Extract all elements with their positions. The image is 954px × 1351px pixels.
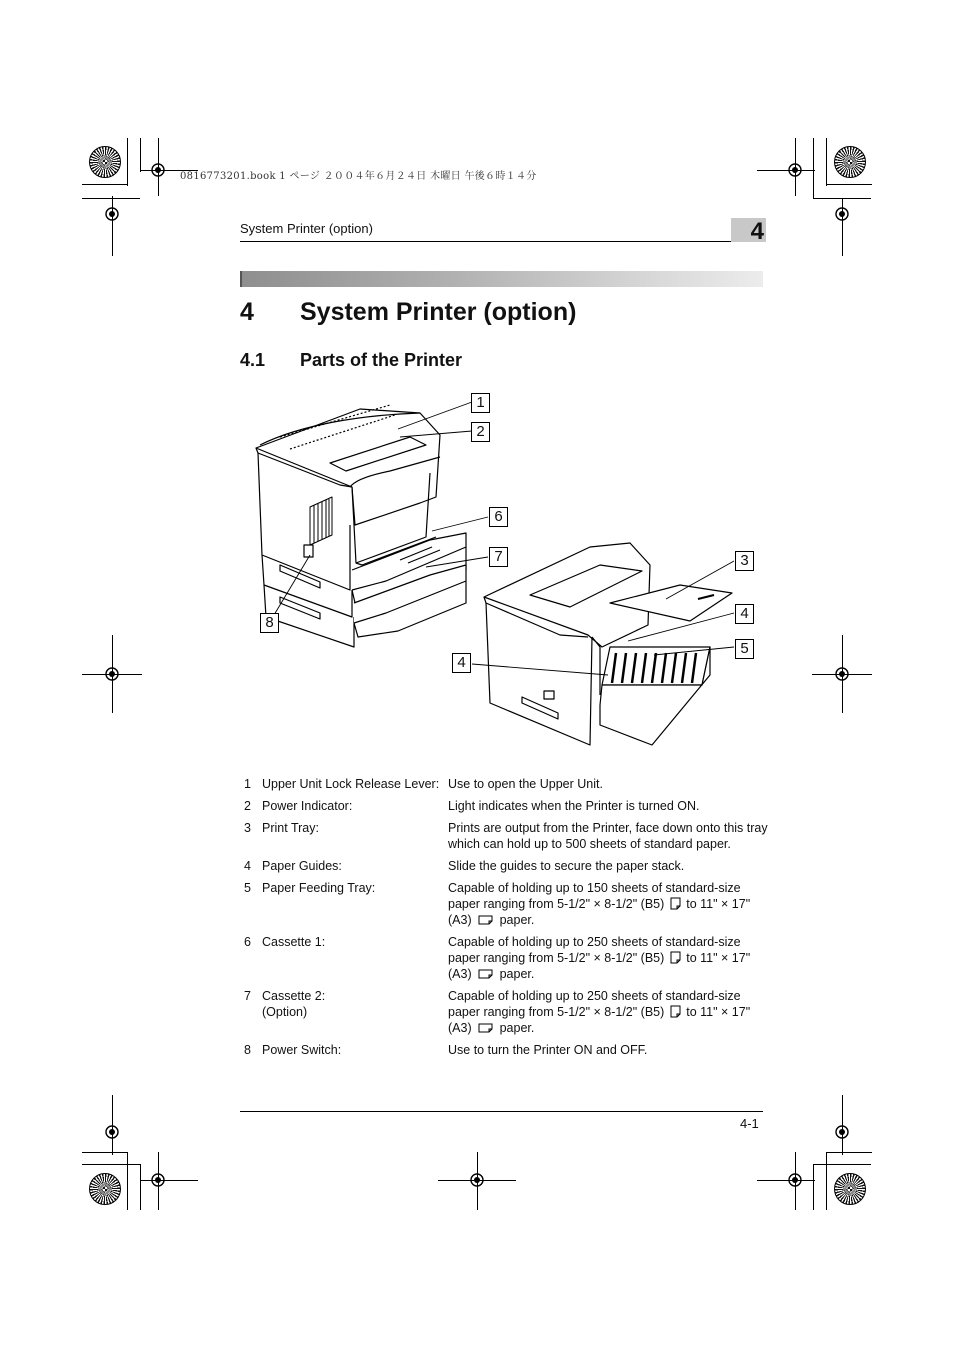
callout-label: 8	[260, 613, 279, 633]
part-description-size: to 11" × 17" (A3)	[448, 897, 751, 927]
part-description-size: to 11" × 17" (A3)	[448, 951, 751, 981]
part-name: Paper Guides:	[262, 859, 342, 873]
list-item	[244, 776, 774, 792]
registration-rosette-icon	[89, 146, 121, 178]
part-number: 4	[244, 859, 251, 873]
chapter-number: 4	[240, 298, 254, 326]
part-number: 1	[244, 777, 251, 791]
chapter-tab-number: 4	[750, 218, 764, 245]
part-description-tail: paper.	[499, 1021, 535, 1035]
header-rule	[240, 241, 761, 242]
chapter-gradient-bar	[240, 271, 763, 287]
portrait-paper-icon	[670, 951, 681, 964]
running-header-title: System Printer (option)	[240, 221, 373, 236]
book-info-slug: 0816773201.book 1 ページ ２００４年６月２４日 木曜日 午後６時１４分	[180, 171, 537, 182]
part-description-tail: paper.	[499, 967, 535, 981]
part-number: 6	[244, 935, 251, 949]
registration-target-icon	[784, 159, 806, 181]
callout-label: 2	[471, 422, 490, 442]
callout-label: 4	[735, 604, 754, 624]
registration-target-icon	[147, 159, 169, 181]
portrait-paper-icon	[670, 897, 681, 910]
list-item	[244, 820, 774, 852]
registration-rosette-icon	[89, 1173, 121, 1205]
list-item	[244, 858, 774, 874]
registration-target-icon	[831, 203, 853, 225]
part-description-text: Capable of holding up to 250 sheets of standard-size paper ranging from 5-1/2" × 8-1/2" (B5)	[448, 935, 741, 965]
landscape-paper-icon	[478, 1023, 493, 1033]
part-number: 3	[244, 821, 251, 835]
registration-target-icon	[101, 663, 123, 685]
registration-rosette-icon	[834, 1173, 866, 1205]
callout-label: 3	[735, 551, 754, 571]
landscape-paper-icon	[478, 969, 493, 979]
part-number: 5	[244, 881, 251, 895]
list-item	[244, 988, 774, 1036]
printer-front-view	[256, 405, 466, 647]
part-description-tail: paper.	[499, 913, 535, 927]
chapter-tab	[731, 218, 766, 245]
part-description	[448, 988, 774, 1036]
part-name: Upper Unit Lock Release Lever:	[262, 777, 440, 791]
portrait-paper-icon	[670, 1005, 681, 1018]
part-description	[448, 934, 774, 982]
part-name	[262, 988, 450, 1020]
registration-target-icon	[101, 203, 123, 225]
section-number: 4.1	[240, 350, 266, 370]
chapter-title: System Printer (option)	[300, 298, 577, 326]
part-description	[448, 880, 774, 928]
list-item	[244, 880, 774, 928]
callout-label: 7	[489, 547, 508, 567]
part-description-text: Capable of holding up to 250 sheets of standard-size paper ranging from 5-1/2" × 8-1/2" (B5)	[448, 989, 741, 1019]
part-description: Use to turn the Printer ON and OFF.	[448, 1043, 648, 1057]
part-description-size: to 11" × 17" (A3)	[448, 1005, 751, 1035]
page-number: 4-1	[740, 1116, 759, 1131]
registration-target-icon	[784, 1169, 806, 1191]
part-number: 7	[244, 989, 251, 1003]
part-name-line: Cassette 2:	[262, 989, 326, 1003]
part-number: 2	[244, 799, 251, 813]
printer-illustration	[240, 385, 780, 760]
parts-list	[244, 776, 774, 1064]
registration-target-icon	[101, 1121, 123, 1143]
registration-target-icon	[831, 663, 853, 685]
callout-label: 5	[735, 639, 754, 659]
section-title: Parts of the Printer	[300, 350, 463, 370]
registration-target-icon	[147, 1169, 169, 1191]
part-name: Paper Feeding Tray:	[262, 881, 376, 895]
part-name: Print Tray:	[262, 821, 319, 835]
part-number: 8	[244, 1043, 251, 1057]
part-name: Cassette 1:	[262, 935, 326, 949]
part-description: Prints are output from the Printer, face down onto this tray which can hold up to 500 sheets of standard paper.	[448, 821, 768, 851]
part-name-option: (Option)	[262, 1005, 308, 1019]
list-item	[244, 798, 774, 814]
part-description-text: Capable of holding up to 150 sheets of standard-size paper ranging from 5-1/2" × 8-1/2" (B5)	[448, 881, 741, 911]
callout-label: 4	[452, 653, 471, 673]
registration-target-icon	[831, 1121, 853, 1143]
list-item	[244, 1042, 774, 1058]
part-description: Slide the guides to secure the paper stack.	[448, 859, 685, 873]
printer-side-view	[484, 543, 732, 745]
landscape-paper-icon	[478, 915, 493, 925]
footer-rule	[240, 1111, 763, 1112]
callout-label: 6	[489, 507, 508, 527]
part-description: Use to open the Upper Unit.	[448, 777, 603, 791]
registration-target-icon	[466, 1169, 488, 1191]
part-name: Power Indicator:	[262, 799, 353, 813]
list-item	[244, 934, 774, 982]
callout-label: 1	[471, 393, 490, 413]
part-description: Light indicates when the Printer is turned ON.	[448, 799, 700, 813]
registration-rosette-icon	[834, 146, 866, 178]
part-name: Power Switch:	[262, 1043, 342, 1057]
